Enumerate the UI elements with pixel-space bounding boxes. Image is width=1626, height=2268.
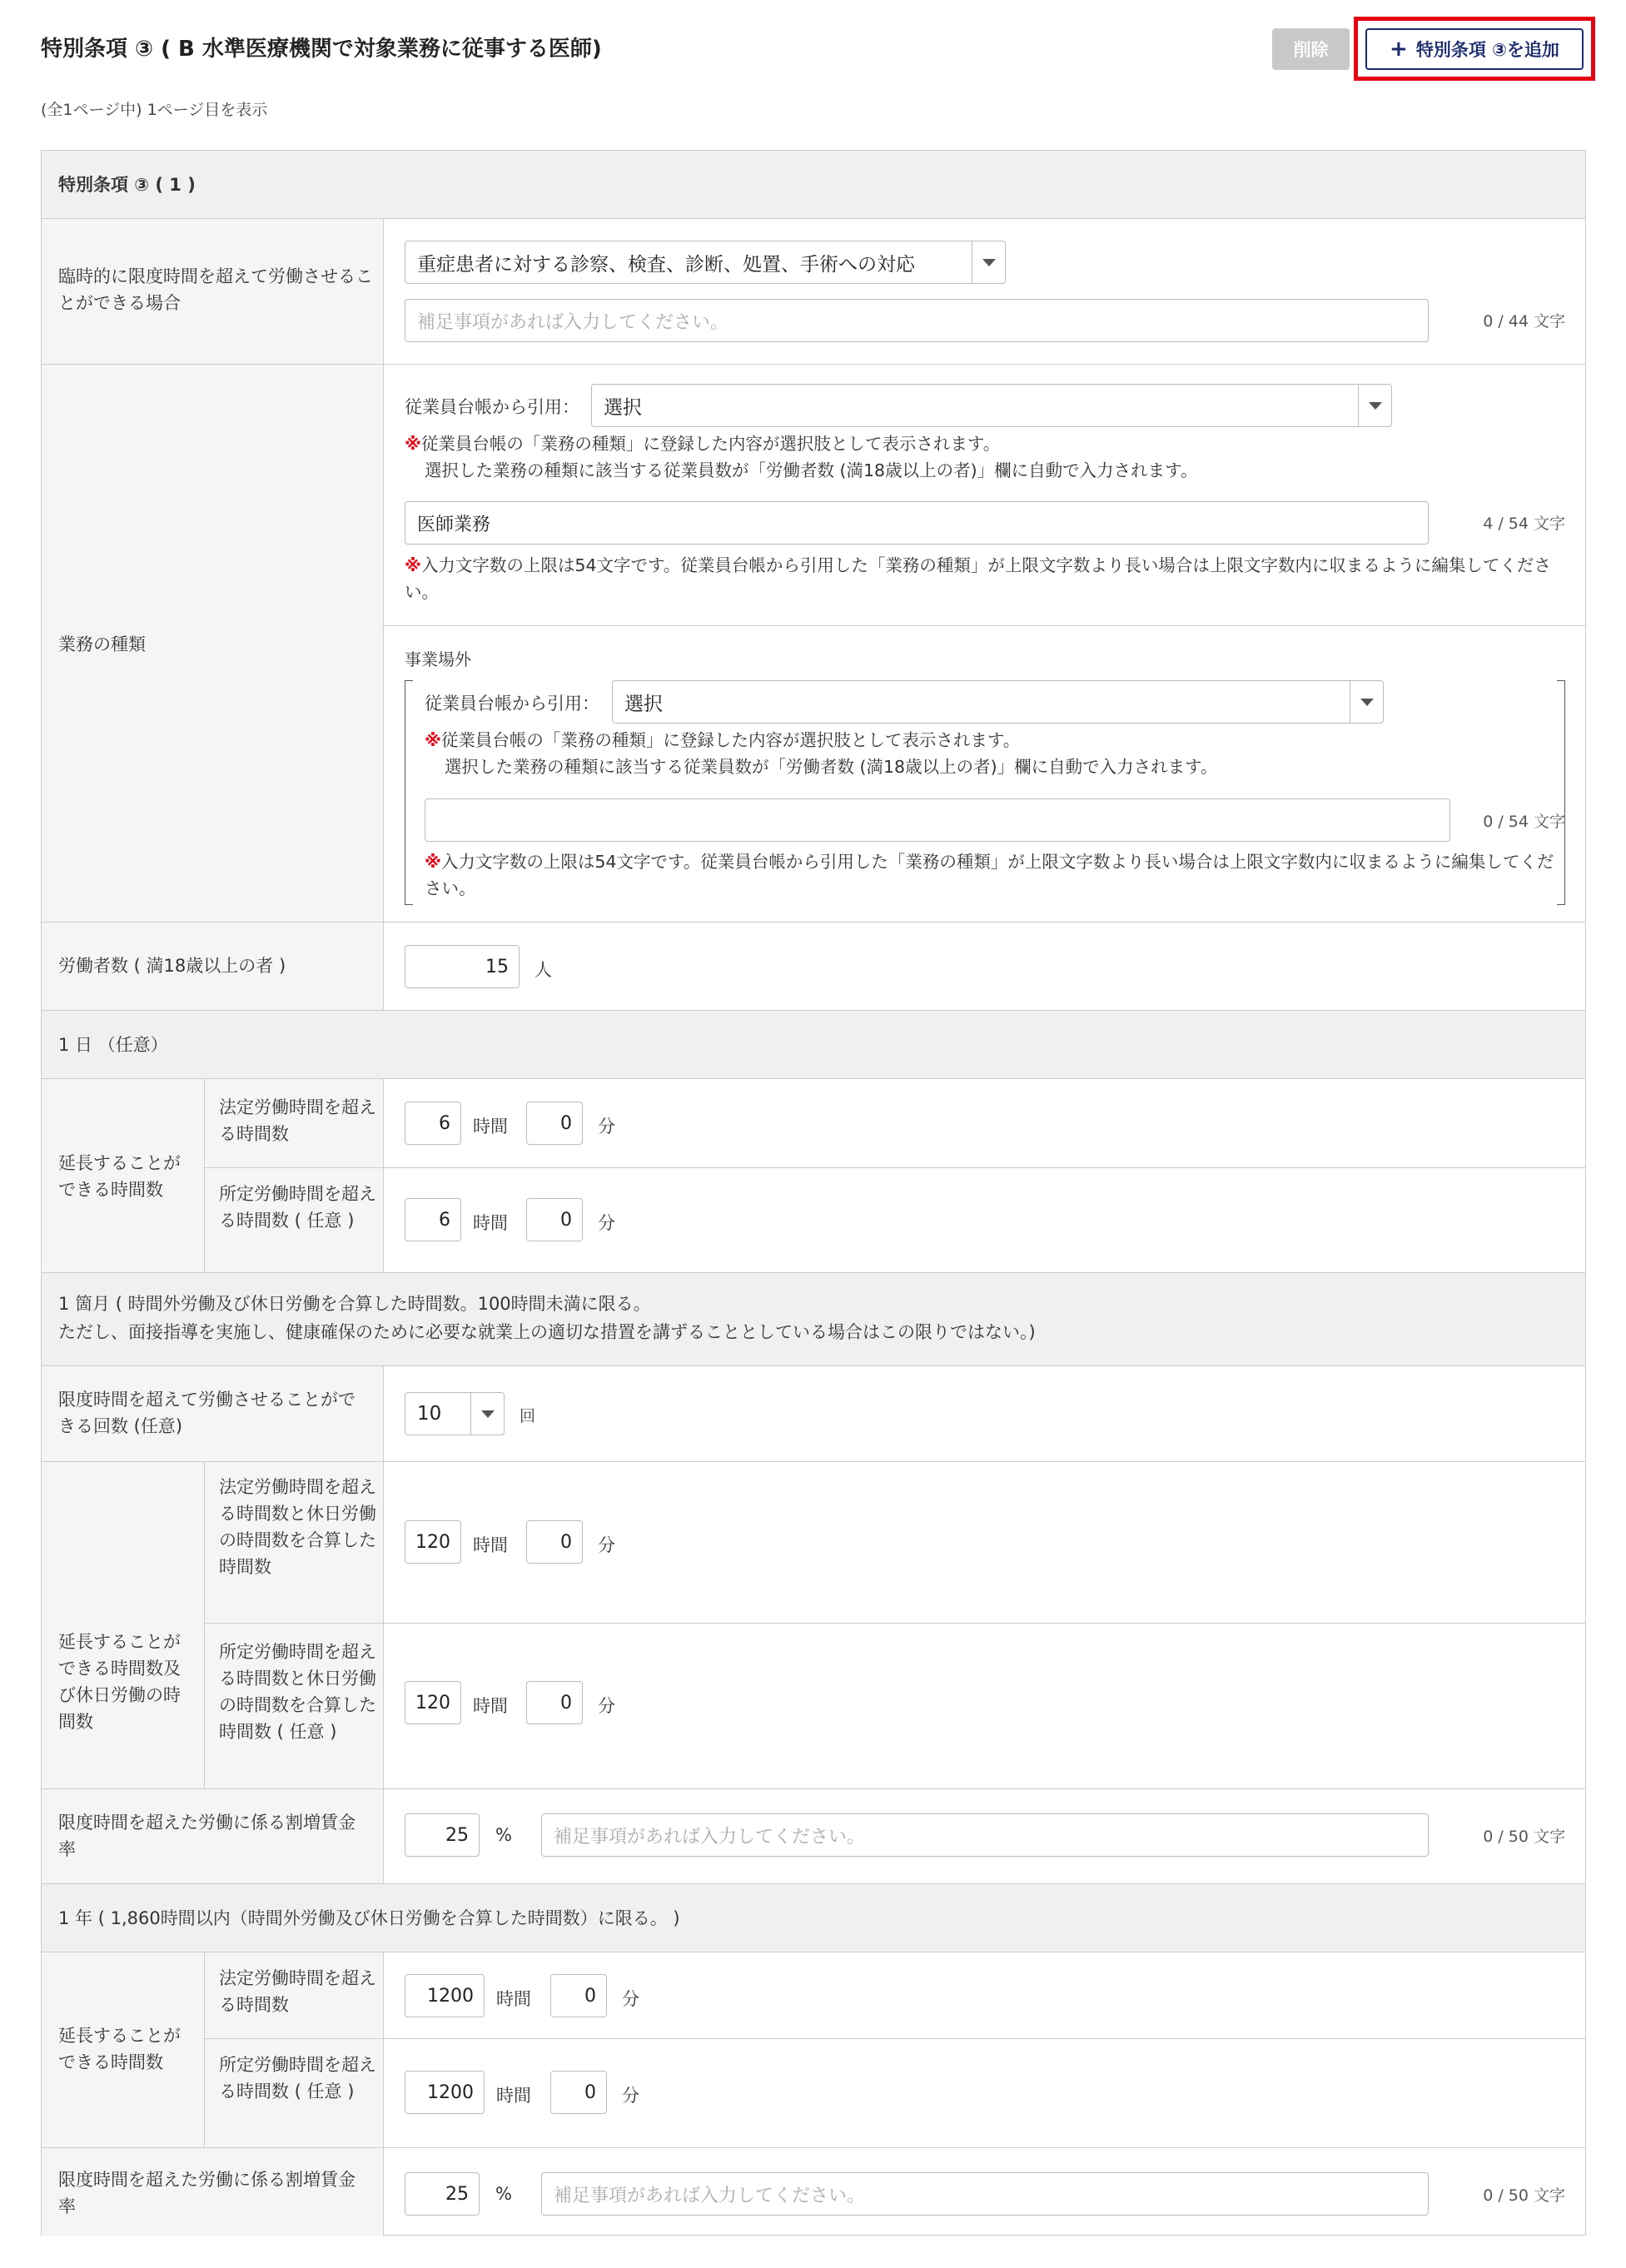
cite-select-value: 選択 <box>604 396 642 419</box>
day-legal-label: 法定労働時間を超える時間数 <box>205 1079 384 1167</box>
section-heading: 特別条項 ③ ( 1 ) <box>42 151 1585 219</box>
chevron-down-icon <box>972 241 1005 283</box>
page-title: 特別条項 ③ ( B 水準医療機関で対象業務に従事する医師) <box>41 37 602 62</box>
hour-unit: 時間 <box>473 1535 508 1555</box>
month-count-label: 限度時間を超えて労働させることができる回数 (任意) <box>42 1366 384 1461</box>
cite-label: 従業員台帳から引用： <box>405 397 579 417</box>
reason-select-value: 重症患者に対する診察、検査、診断、処置、手術への対応 <box>417 253 915 276</box>
day-legal-minutes-input[interactable]: 0 <box>526 1102 583 1145</box>
limit-note-text: 入力文字数の上限は54文字です。従業員台帳から引用した「業務の種類」が上限文字数より長い場合は上限文字数内に収まるように編集してください。 <box>405 555 1551 602</box>
day-scheduled-minutes-input[interactable]: 0 <box>526 1198 583 1241</box>
reason-select[interactable] <box>405 241 1006 284</box>
note-mark: ※ <box>425 852 441 872</box>
outside-cite-note-line1: 従業員台帳の「業務の種類」に登録した内容が選択肢として表示されます。 <box>440 730 1021 750</box>
outside-limit-note <box>425 848 1557 902</box>
bracket-right <box>1557 680 1565 905</box>
month-count-unit: 回 <box>520 1407 536 1425</box>
year-group-label: 延長することができる時間数 <box>42 1952 205 2147</box>
minute-unit: 分 <box>598 1696 615 1716</box>
year-legal-label: 法定労働時間を超える時間数 <box>205 1952 384 2038</box>
outside-limit-note-text: 入力文字数の上限は54文字です。従業員台帳から引用した「業務の種類」が上限文字数より長い場合は上限文字数内に収まるように編集してください。 <box>425 852 1554 898</box>
month-rate-input[interactable]: 25 <box>405 1813 480 1857</box>
outside-cite-select[interactable] <box>612 680 1384 724</box>
month-legal-hours-input[interactable]: 120 <box>405 1520 461 1564</box>
add-special-clause-label: 特別条項 ③を追加 <box>1415 40 1559 60</box>
plus-icon: + <box>1390 37 1408 62</box>
year-heading: 1 年 ( 1,860時間以内（時間外労働及び休日労働を合算した時間数）に限る。 ) <box>42 1884 1585 1952</box>
month-scheduled-minutes-input[interactable]: 0 <box>526 1681 583 1724</box>
add-special-clause-button[interactable] <box>1365 28 1584 70</box>
minute-unit: 分 <box>598 1213 615 1233</box>
day-scheduled-hours-input[interactable]: 6 <box>405 1198 461 1241</box>
business-type-label: 業務の種類 <box>42 365 384 922</box>
month-heading <box>42 1273 1585 1366</box>
month-scheduled-label: 所定労働時間を超える時間数と休日労働の時間数を合算した時間数 ( 任意 ) <box>205 1624 384 1937</box>
outside-business-input[interactable] <box>425 798 1450 842</box>
percent-unit: % <box>495 1825 512 1845</box>
workers-input[interactable]: 15 <box>405 945 520 988</box>
year-legal-minutes-input[interactable]: 0 <box>550 1974 607 2017</box>
minute-unit: 分 <box>598 1535 615 1555</box>
reason-label: 臨時的に限度時間を超えて労働させることができる場合 <box>42 219 384 364</box>
outside-cite-select-value: 選択 <box>624 693 663 715</box>
month-heading-line1: 1 箇月 ( 時間外労働及び休日労働を合算した時間数。100時間未満に限る。 <box>58 1294 651 1314</box>
day-legal-hours-input[interactable]: 6 <box>405 1102 461 1145</box>
business-char-counter: 4 / 54 文字 <box>1483 515 1565 533</box>
outside-cite-note-line2: 選択した業務の種類に該当する従業員数が「労働者数 (満18歳以上の者)」欄に自動で入力されます。 <box>445 757 1218 777</box>
outside-char-counter: 0 / 54 文字 <box>1483 813 1565 831</box>
hour-unit: 時間 <box>473 1117 508 1136</box>
workers-label: 労働者数 ( 満18歳以上の者 ) <box>42 923 384 1010</box>
cite-note-line1: 従業員台帳の「業務の種類」に登録した内容が選択肢として表示されます。 <box>420 434 1001 454</box>
hour-unit: 時間 <box>496 2086 531 2106</box>
month-rate-supplement-input[interactable]: 補足事項があれば入力してください。 <box>541 1813 1429 1857</box>
year-legal-hours-input[interactable]: 1200 <box>405 1974 485 2017</box>
hour-unit: 時間 <box>473 1696 508 1716</box>
chevron-down-icon <box>1358 385 1391 426</box>
month-rate-char-counter: 0 / 50 文字 <box>1483 1828 1565 1846</box>
hour-unit: 時間 <box>473 1213 508 1233</box>
outside-cite-label: 従業員台帳から引用： <box>425 694 599 714</box>
cite-select[interactable] <box>591 384 1392 427</box>
month-heading-line2: ただし、面接指導を実施し、健康確保のために必要な就業上の適切な措置を講ずることとしている場合はこの限りではない。) <box>58 1322 1036 1342</box>
hour-unit: 時間 <box>496 1989 531 2009</box>
year-rate-supplement-input[interactable]: 補足事項があれば入力してください。 <box>541 2172 1429 2216</box>
note-mark: ※ <box>405 434 421 454</box>
percent-unit: % <box>495 2184 512 2204</box>
business-type-input[interactable]: 医師業務 <box>405 501 1429 545</box>
delete-button[interactable]: 削除 <box>1272 28 1350 70</box>
chevron-down-icon <box>1350 681 1383 723</box>
day-group-label: 延長することができる時間数 <box>42 1079 205 1272</box>
cite-note <box>405 430 1570 484</box>
bracket-left <box>405 680 413 905</box>
month-rate-label: 限度時間を超えた労働に係る割増賃金率 <box>42 1789 384 1883</box>
chevron-down-icon <box>470 1393 504 1435</box>
minute-unit: 分 <box>598 1117 615 1136</box>
month-group-label: 延長することができる時間数及び休日労働の時間数 <box>42 1462 205 1937</box>
limit-note <box>405 552 1570 605</box>
year-rate-char-counter: 0 / 50 文字 <box>1483 2186 1565 2205</box>
month-legal-label: 法定労働時間を超える時間数と休日労働の時間数を合算した時間数 <box>205 1462 384 1623</box>
special-clause-form <box>41 150 1586 2236</box>
month-scheduled-hours-input[interactable]: 120 <box>405 1681 461 1724</box>
minute-unit: 分 <box>622 1989 639 2009</box>
page-info: (全1ページ中) 1ページ目を表示 <box>41 101 268 119</box>
month-count-select[interactable] <box>405 1392 505 1435</box>
month-count-value: 10 <box>417 1403 442 1425</box>
cite-note-line2: 選択した業務の種類に該当する従業員数が「労働者数 (満18歳以上の者)」欄に自動で入力されます。 <box>425 460 1198 480</box>
note-mark: ※ <box>405 555 421 575</box>
reason-supplement-input[interactable]: 補足事項があれば入力してください。 <box>405 299 1429 342</box>
year-scheduled-hours-input[interactable]: 1200 <box>405 2071 485 2114</box>
day-heading: 1 日 （任意） <box>42 1011 1585 1079</box>
year-rate-label: 限度時間を超えた労働に係る割増賃金率 <box>42 2148 384 2236</box>
month-legal-minutes-input[interactable]: 0 <box>526 1520 583 1564</box>
outside-cite-note <box>425 727 1565 780</box>
minute-unit: 分 <box>622 2086 639 2106</box>
reason-char-counter: 0 / 44 文字 <box>1483 312 1565 331</box>
year-scheduled-minutes-input[interactable]: 0 <box>550 2071 607 2114</box>
day-scheduled-label: 所定労働時間を超える時間数 ( 任意 ) <box>205 1168 384 1272</box>
outside-label: 事業場外 <box>405 649 471 669</box>
year-scheduled-label: 所定労働時間を超える時間数 ( 任意 ) <box>205 2039 384 2147</box>
workers-unit: 人 <box>535 960 552 980</box>
year-rate-input[interactable]: 25 <box>405 2172 480 2216</box>
note-mark: ※ <box>425 730 441 750</box>
